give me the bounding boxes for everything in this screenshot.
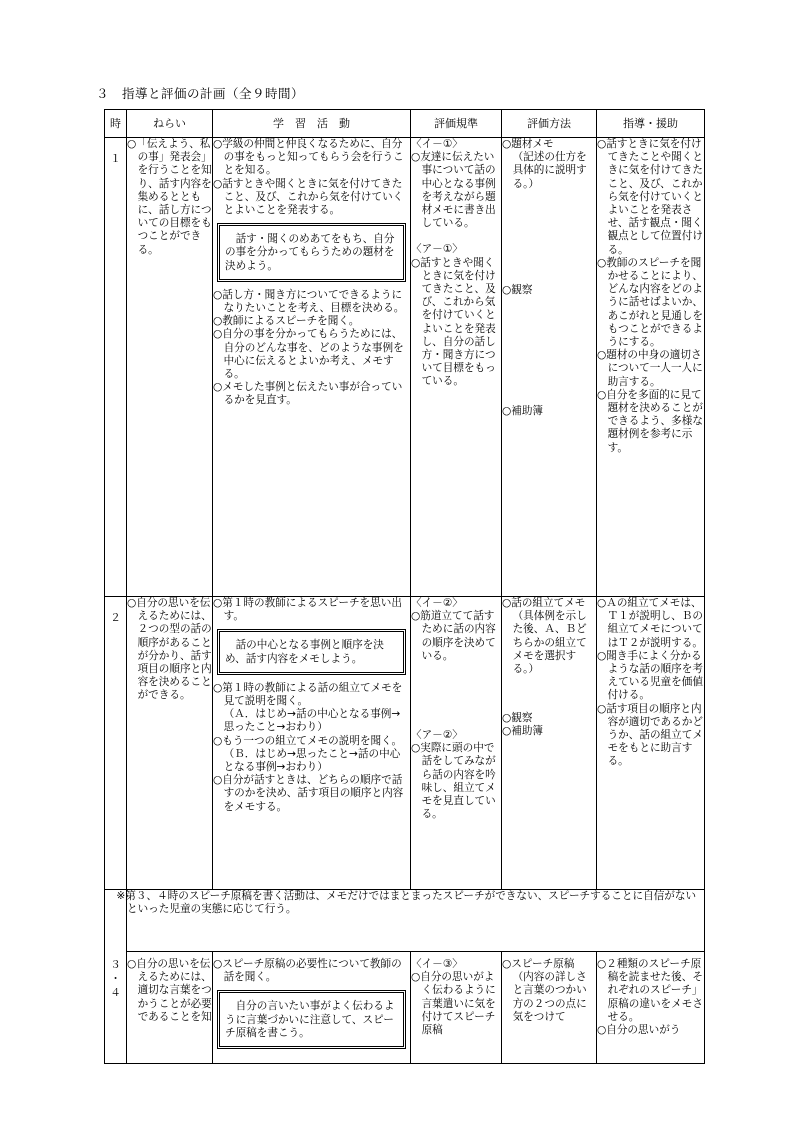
- activity-item: ○もう一つの組立てメモの説明を聞く。: [213, 734, 403, 747]
- activity-item: ○話し方・聞き方についてできるようになりたいことを考え、目標を決める。: [213, 288, 405, 315]
- support-item: ○自分を多面的に見て題材を決めることができるよう、多様な題材例を参考に示す。: [597, 388, 703, 454]
- criteria-code: 〈ア－①〉: [411, 243, 463, 256]
- period-cell: ３ ・ ４: [105, 952, 127, 1064]
- header-method: 評価方法: [502, 110, 597, 138]
- period-cell: １: [105, 138, 127, 597]
- criteria-code: 〈イ－②〉: [411, 597, 463, 609]
- support-item: ○話す項目の順序と内容が適切であるかどうか、話の組立てメモをもとに助言する。: [597, 702, 703, 768]
- criteria-text: ○筋道立てて話すために話の内容の順序を決めている。: [411, 610, 496, 662]
- note-row: [105, 890, 705, 952]
- support-cell: [597, 138, 705, 597]
- activity-item: ○話すときや聞くときに気を付けてきたこと、及び、これから気を付けていくとよいことを発表する。: [213, 177, 404, 217]
- method-label: ○観察: [502, 283, 533, 296]
- note-text: ※第３、４時のスピーチ原稿を書く活動は、メモだけではまとまったスピーチができない、スピーチすることに自信がないといった児童の実態に応じて行う。: [127, 890, 705, 952]
- support-cell: [597, 952, 705, 1064]
- method-label: ○補助簿: [502, 405, 544, 418]
- criteria-text: ○友達に伝えたい事について話の中心となる事例を考えながら題材メモに書き出している。: [411, 151, 496, 230]
- criteria-cell: [411, 597, 502, 890]
- method-label: ○補助簿: [502, 725, 544, 738]
- method-cell: [502, 597, 597, 890]
- header-criteria: 評価規準: [411, 110, 502, 138]
- activity-detail: （Ｂ．はじめ→思ったこと→話の中心となる事例→おわり）: [223, 747, 401, 774]
- aim-cell: ○自分の思いを伝えるためには、２つの型の話の順序があることが分かり、話す項目の順序と内容を決めることができる。: [127, 597, 213, 890]
- aim-cell: ○自分の思いを伝えるためには、適切な言葉をつかうことが必要であることを知: [127, 952, 213, 1064]
- activity-detail: （Ａ．はじめ→話の中心となる事例→思ったこと→おわり）: [223, 708, 401, 734]
- header-activity: 学 習 活 動: [213, 110, 411, 138]
- goal-box: 自分の言いたい事がよく伝わるように言葉づかいに注意して、スピーチ原稿を書こう。: [217, 990, 406, 1049]
- method-label: ○話の組立てメモ: [502, 597, 586, 609]
- activity-cell: [213, 952, 411, 1064]
- header-aim: ねらい: [127, 110, 213, 138]
- support-item: ○Ａの組立てメモは、Ｔ１が説明し、Ｂの組立てメモについてはＴ２が説明する。: [597, 597, 703, 649]
- activity-cell: [213, 138, 411, 597]
- support-item: ○２種類のスピーチ原稿を読ませた後、それぞれのスピーチ」原稿の違いをメモさせる。: [597, 958, 703, 1023]
- header-support: 指導・援助: [597, 110, 705, 138]
- section-heading: ３ 指導と評価の計画（全９時間）: [96, 86, 305, 101]
- method-cell: [502, 138, 597, 597]
- lesson-row-1: [105, 138, 705, 597]
- goal-box: 話の中心となる事例と順序を決め、話す内容をメモしよう。: [217, 629, 406, 674]
- activity-item: ○学級の仲間と仲良くなるために、自分の事をもっと知ってもらう会を行うことを知る。: [213, 138, 404, 177]
- support-item: ○題材の中身の適切さについて一人一人に助言する。: [597, 349, 703, 388]
- support-item: ○教師のスピーチを聞かせることにより、どんな内容をどのように話せばよいか、あこがれと見通しをもつことができるようにする。: [597, 256, 703, 349]
- criteria-text: ○実際に頭の中で話をしてみながら話の内容を吟味し、組立てメモを見直している。: [411, 742, 496, 821]
- activity-item: ○第１時の教師による話の組立てメモを見て説明を聞く。: [213, 681, 403, 708]
- activity-item: ○第１時の教師によるスピーチを思い出す。: [213, 597, 402, 623]
- header-ji: 時: [105, 110, 127, 138]
- criteria-text: ○話すときや聞くときに気を付けてきたこと、及び、これから気を付けていくとよいことを発表し、自分の話し方・聞き方について目標をもっている。: [411, 256, 496, 388]
- activity-item: ○教師によるスピーチを聞く。: [213, 315, 360, 328]
- method-sub: （記述の仕方を具体的に説明する。）: [512, 151, 587, 190]
- aim-cell: ○「伝えよう、私の事」発表会」を行うことを知り、話す内容を集めるとともに、話し方についての目標をもつことができる。: [127, 138, 213, 597]
- goal-box: 話す・聞くのめあてをもち、自分の事を分かってもらうための題材を決めよう。: [217, 223, 406, 282]
- activity-item: ○メモした事例と伝えたい事が合っているかを見直す。: [213, 381, 403, 407]
- activity-item: ○スピーチ原稿の必要性について教師の話を聞く。: [213, 958, 402, 984]
- plan-table: [104, 109, 705, 1064]
- criteria-code: 〈ア－②〉: [411, 729, 463, 742]
- criteria-cell: [411, 952, 502, 1064]
- support-item: ○話すときに気を付けてきたことや聞くときに気を付けてきたこと、及び、これから気を付けていくとよいことを発表させ、話す観点・聞く観点として位置付ける。: [597, 138, 703, 256]
- method-label: ○スピーチ原稿: [502, 958, 575, 970]
- method-label: ○題材メモ: [502, 138, 554, 150]
- criteria-code: 〈イ－③〉: [411, 958, 463, 970]
- support-item: ○自分の思いがう: [597, 1024, 681, 1037]
- lesson-row-2: [105, 597, 705, 890]
- activity-cell: [213, 597, 411, 890]
- method-label: ○観察: [502, 712, 533, 725]
- period-cell: ２: [105, 597, 127, 890]
- method-sub: （内容の詳しさと言葉のつかい方の２つの点に気をつけて: [512, 971, 587, 1023]
- criteria-cell: [411, 138, 502, 597]
- criteria-code: 〈イ－①〉: [411, 138, 463, 150]
- header-row: [105, 110, 705, 138]
- criteria-text: ○自分の思いがよく伝わるように言葉遣いに気を付けてスピーチ原稿: [411, 971, 496, 1037]
- support-cell: [597, 597, 705, 890]
- activity-item: ○自分が話すときは、どちらの順序で話すのかを決め、話す項目の順序と内容をメモする。: [213, 774, 404, 813]
- method-sub: （具体例を示した後、Ａ、Ｂどちらかの組立てメモを選択する。）: [512, 610, 587, 676]
- activity-item: ○自分の事を分かってもらうためには、自分のどんな事を、どのような事例を中心に伝えるとよいか考え、メモする。: [213, 328, 404, 381]
- support-item: ○聞き手によく分かるような話の順序を考えている児童を価値付ける。: [597, 649, 703, 702]
- lesson-row-3-4: [105, 952, 705, 1064]
- method-cell: [502, 952, 597, 1064]
